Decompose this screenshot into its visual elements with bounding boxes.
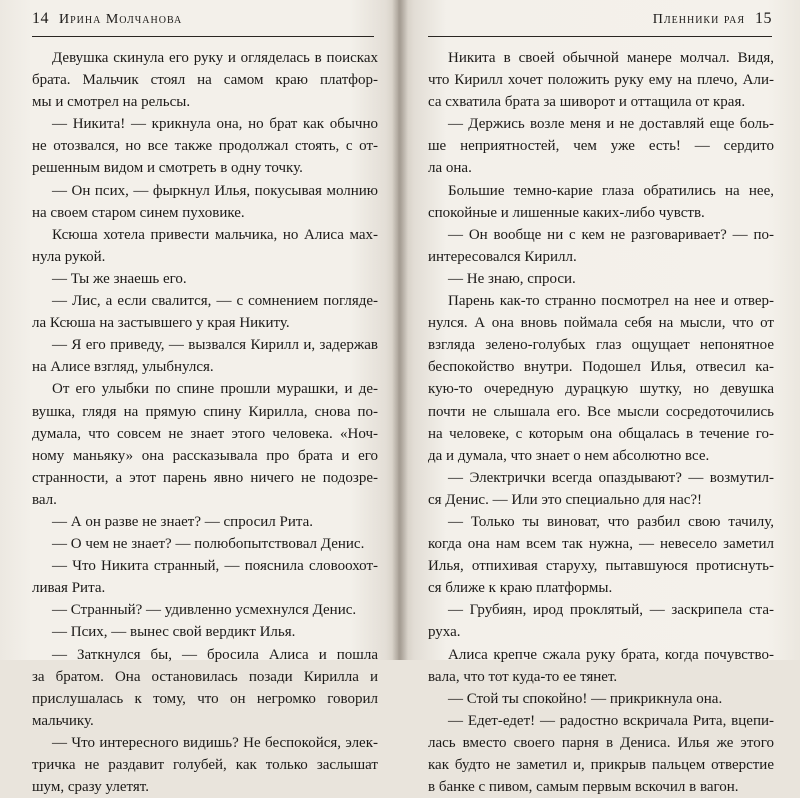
text-line: — Странный? — удивленно усмехнулся Денис. xyxy=(52,602,357,619)
text-line: шум, сразу улетят. xyxy=(32,779,149,796)
text-line: — Никита! — крикнула она, но брат как обычно xyxy=(52,116,378,133)
book-title: Пленники рая xyxy=(652,12,745,27)
text-line: — Псих, — вынес свой вердикт Илья. xyxy=(52,624,296,641)
text-line: решенным видом и смотреть в одну точку. xyxy=(32,160,303,177)
text-line: на человеке, с которым она общалась в течение го- xyxy=(428,425,774,442)
text-line: интересовался Кирилл. xyxy=(428,248,577,265)
text-line: да и думала, что знает о нем абсолютно все. xyxy=(428,447,710,464)
left-header-rule xyxy=(32,36,374,37)
text-line: — О чем не знает? — полюбопытствовал Денис. xyxy=(52,536,365,553)
left-page xyxy=(0,0,398,796)
text-line: — Не знаю, спроси. xyxy=(448,270,576,287)
text-line: ливая Рита. xyxy=(32,580,106,597)
text-line: ся Денис. — Или это специально для нас?! xyxy=(428,491,703,508)
text-line: Парень как-то странно посмотрел на нее и отвер- xyxy=(448,293,774,310)
right-page xyxy=(398,0,800,796)
right-page-number: 15 xyxy=(755,10,772,27)
left-page-text xyxy=(32,47,378,798)
text-line: ла Ксюша на застывшего у края Никиту. xyxy=(32,315,290,332)
text-line: вал. xyxy=(32,491,57,508)
text-line: мальчику. xyxy=(32,712,94,729)
text-line: — Что интересного видишь? Не беспокойся, элек- xyxy=(52,734,378,751)
text-line: — Грубиян, ирод проклятый, — заскрипела ста- xyxy=(448,602,774,619)
text-line: — Ты же знаешь его. xyxy=(52,270,187,287)
text-line: вушка, глядя на прямую спину Кирилла, снова по- xyxy=(32,403,378,420)
text-line: кую-то очередную дурацкую шутку, но девушка xyxy=(428,381,774,398)
text-line: — Едет-едет! — радостно вскричала Рита, вцепи- xyxy=(448,712,774,729)
text-line: — Держись возле меня и не доставляй еще боль- xyxy=(448,116,774,133)
text-line: ному маньяку» она рассказывала про брата и его xyxy=(32,447,378,464)
text-line: когда она нам всем так нужна, — невесело заметил xyxy=(428,536,774,553)
text-line: взгляда зелено-голубых глаз ощущает непонятное xyxy=(428,337,774,354)
text-line: — Только ты виноват, что разбил свою тачилу, xyxy=(448,513,774,530)
text-line: нулся. А она вновь поймала себя на мысли, что от xyxy=(428,315,774,332)
text-line: — А он разве не знает? — спросил Рита. xyxy=(52,513,314,530)
text-line: как будто не заметил и, прикрыв пальцем отверстие xyxy=(428,757,774,773)
text-line: Никита в своей обычной манере молчал. Видя, xyxy=(448,50,774,66)
text-line: — Лис, а если свалится, — с сомнением погляде- xyxy=(52,293,378,310)
text-line: Алиса крепче сжала руку брата, когда почувство- xyxy=(448,646,774,663)
text-line: — Он вообще ни с кем не разговаривает? — по- xyxy=(448,226,774,243)
text-line: странности, а этот парень явно ничего не подозре- xyxy=(32,469,378,486)
text-line: От его улыбки по спине прошли мурашки, и де- xyxy=(52,381,378,398)
text-line: в банке с пивом, самым первым вскочил в вагон. xyxy=(428,779,739,796)
text-line: — Что Никита странный, — пояснила словоохот- xyxy=(52,558,378,575)
text-line: вала, что тот куда-то ее тянет. xyxy=(428,668,618,685)
text-line: ше неприятностей, чем уже есть! — сердито xyxy=(428,138,774,155)
text-line: не отозвался, но все также продолжал стоять, с от- xyxy=(32,138,378,155)
right-header-rule xyxy=(428,36,772,37)
left-page-number: 14 xyxy=(32,10,49,27)
text-line: беспокойство внутри. Подошел Илья, отвесил ка- xyxy=(428,359,774,376)
text-line: почти не слышала его. Все мысли сосредоточились xyxy=(428,403,774,420)
text-line: руха. xyxy=(428,624,461,641)
right-page-text xyxy=(428,47,774,798)
text-line: са схватила брата за шиворот и оттащила от края. xyxy=(428,94,746,111)
text-line: Девушка скинула его руку и огляделась в поисках xyxy=(52,50,378,66)
text-line: — Я его приведу, — вызвался Кирилл и, задержав xyxy=(52,337,378,354)
text-line: спокойные и лишенные каких-либо чувств. xyxy=(428,204,705,221)
text-line: за братом. Она остановилась позади Кирилла и xyxy=(32,668,378,685)
text-line: на своем старом синем пуховике. xyxy=(32,204,245,221)
text-line: — Заткнулся бы, — бросила Алиса и пошла xyxy=(52,646,378,663)
text-line: лась вместо своего парня в Дениса. Илья же этого xyxy=(428,734,774,751)
text-line: ла она. xyxy=(428,160,472,177)
right-running-head xyxy=(653,10,772,28)
text-line: тричка не раздавит голубей, как только заслышат xyxy=(32,757,378,773)
text-line: на Алисе взгляд, улыбнулся. xyxy=(32,359,214,376)
text-line: Большие темно-карие глаза обратились на нее, xyxy=(448,182,774,199)
text-line: Илья, отпихивая старуху, пытавшуюся протиснуть- xyxy=(428,558,774,575)
text-line: — Электрички всегда опаздывают? — возмутил- xyxy=(448,469,774,486)
text-line: нула рукой. xyxy=(32,248,106,265)
text-line: брата. Мальчик стоял на самом краю платфор- xyxy=(32,72,378,89)
text-line: прислушалась к тому, что он негромко говорил xyxy=(32,690,378,707)
author-name: Ирина Молчанова xyxy=(59,12,183,27)
text-line: — Стой ты спокойно! — прикрикнула она. xyxy=(448,690,723,707)
text-line: думала, что совсем не знает этого человека. «Ноч- xyxy=(32,425,378,442)
text-line: Ксюша хотела привести мальчика, но Алиса мах- xyxy=(52,226,378,243)
text-line: — Он псих, — фыркнул Илья, покусывая молнию xyxy=(52,182,378,199)
text-line: что Кирилл хочет положить руку ему на плечо, Али- xyxy=(428,72,774,89)
left-running-head xyxy=(32,10,182,28)
text-line: ся ближе к краю платформы. xyxy=(428,580,613,597)
text-line: мы и смотрел на рельсы. xyxy=(32,94,191,111)
